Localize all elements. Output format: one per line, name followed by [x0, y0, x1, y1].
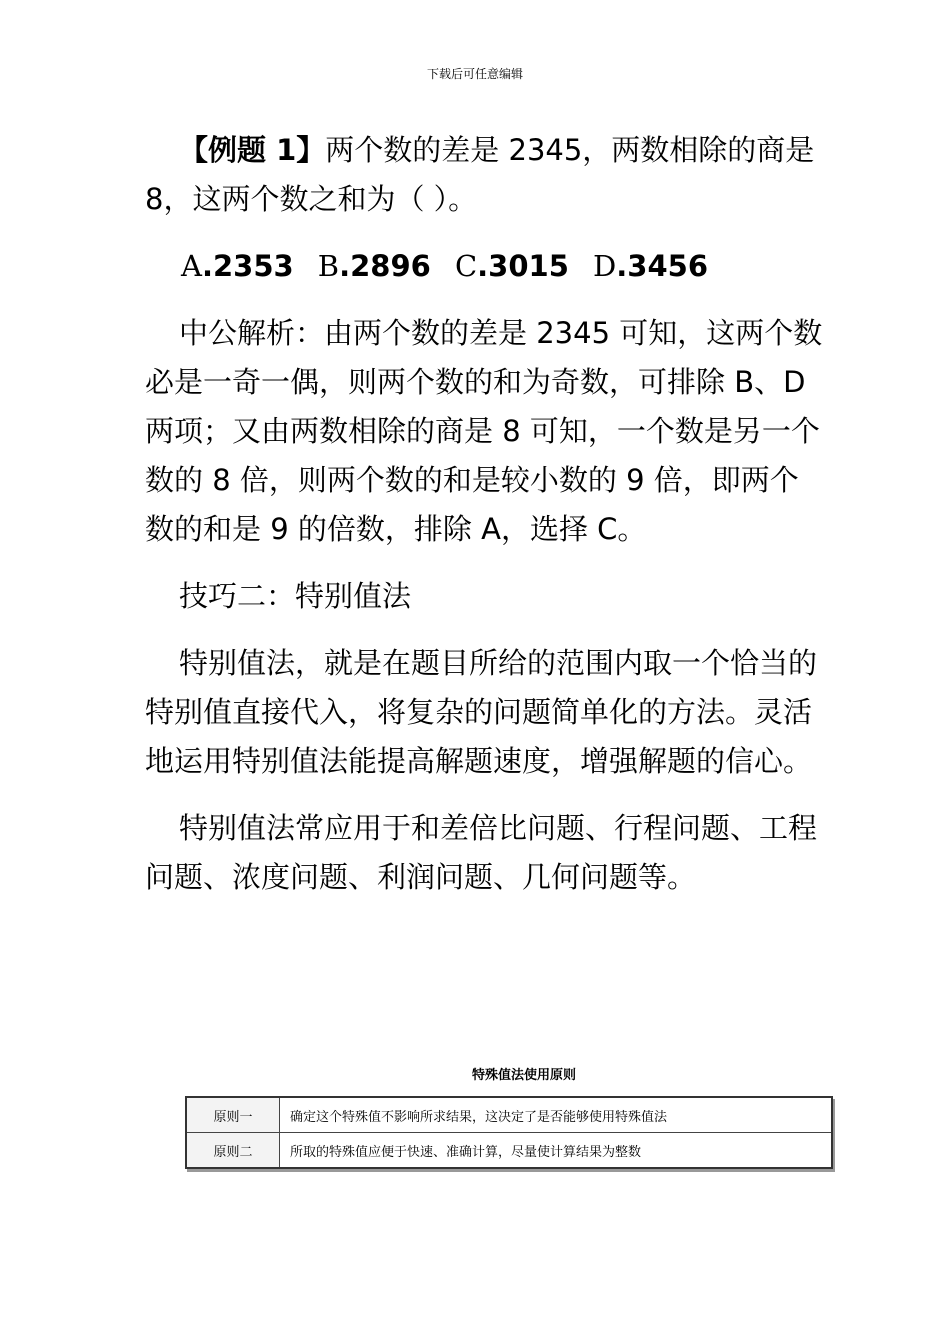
rules-table	[185, 1096, 833, 1169]
choice-b	[318, 249, 431, 283]
choice-c	[455, 249, 569, 283]
table-row	[186, 1133, 832, 1169]
document-body	[145, 126, 825, 920]
table-row	[186, 1097, 832, 1133]
example-question	[145, 126, 825, 224]
figure-title: 特殊值法使用原则	[471, 1068, 576, 1083]
choice-d-value: .3456	[616, 249, 708, 283]
technique-description: 特别值法，就是在题目所给的范围内取一个恰当的特别值直接代入，将复杂的问题简单化的方法。灵活地运用特别值法能提高解题速度，增强解题的信心。	[145, 646, 818, 778]
choice-a	[181, 249, 294, 283]
choice-b-value: .2896	[339, 249, 431, 283]
rule-label: 原则二	[186, 1133, 280, 1169]
example-tag: 【例题 1】	[179, 133, 326, 167]
rule-text: 所取的特殊值应便于快速、准确计算，尽量使计算结果为整数	[280, 1133, 833, 1169]
choice-a-value: .2353	[201, 249, 294, 283]
page-header: 下载后可任意编辑	[426, 67, 523, 81]
choice-a-letter: A	[181, 249, 202, 283]
choice-d-letter: D	[593, 249, 617, 283]
rule-label: 原则一	[186, 1097, 280, 1133]
rules-figure	[185, 1066, 833, 1169]
choice-c-letter: C	[454, 249, 478, 283]
technique-usage: 特别值法常应用于和差倍比问题、行程问题、工程问题、浓度问题、利润问题、几何问题等。	[145, 811, 818, 894]
example-text: 两个数的差是 2345，两数相除的商是 8，这两个数之和为（ ）。	[145, 133, 815, 216]
choice-c-value: .3015	[477, 249, 569, 283]
technique-title: 技巧二：特别值法	[179, 579, 412, 613]
choice-d	[593, 249, 708, 283]
choice-b-letter: B	[317, 249, 340, 283]
analysis-paragraph: 中公解析：由两个数的差是 2345 可知，这两个数必是一奇一偶，则两个数的和为奇数，可排除 B、D 两项；又由两数相除的商是 8 可知，一个数是另一个数的 8 倍，则两个数的和是较小数的 9 倍，即两个数的和是 9 的倍数，排除 A，选择 C。	[145, 316, 823, 546]
rule-text: 确定这个特殊值不影响所求结果，这决定了是否能够使用特殊值法	[280, 1097, 833, 1133]
answer-choices	[145, 242, 825, 291]
